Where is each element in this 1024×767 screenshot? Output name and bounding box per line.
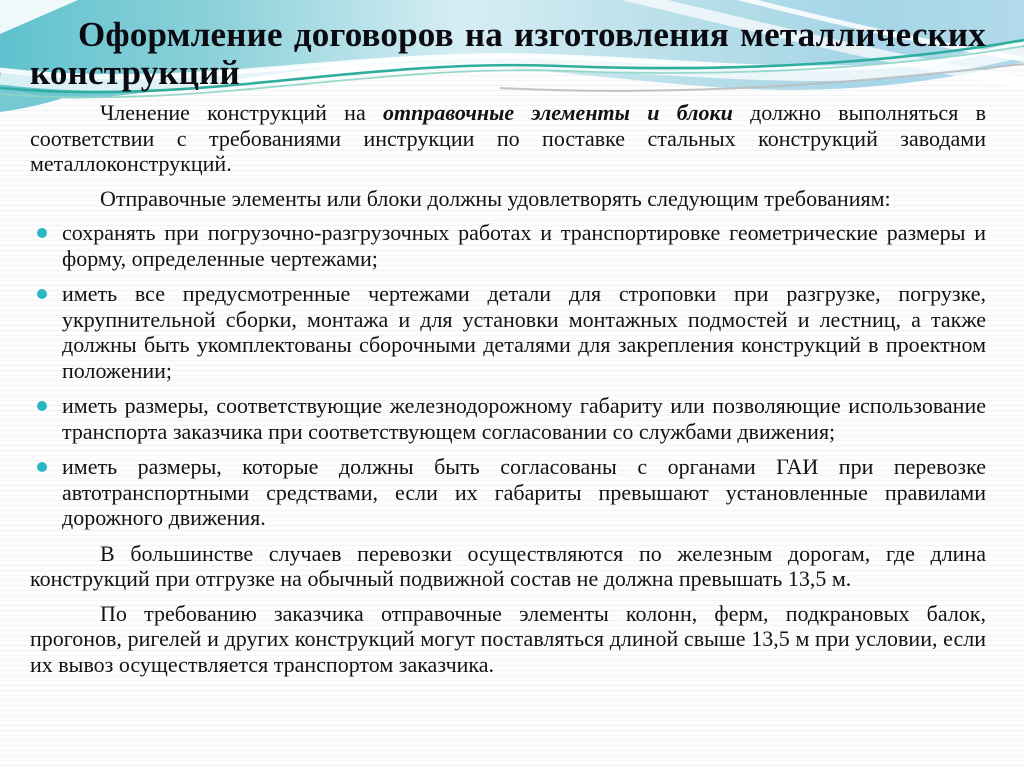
paragraph-customer-request: По требованию заказчика отправочные элементы колонн, ферм, подкрановых балок, прогонов, ригелей и других конструкций могут поставляться длиной свыше 13,5 м при условии, если их вывоз осуществляется транспортом заказчика. <box>30 600 986 677</box>
paragraph-rail-transport: В большинстве случаев перевозки осуществляются по железным дорогам, где длина конструкций при отгрузке на обычный подвижной состав не должна превышать 13,5 м. <box>30 540 986 591</box>
paragraph-division <box>30 100 986 177</box>
list-item <box>30 393 986 444</box>
list-item <box>30 281 986 383</box>
list-item <box>30 454 986 531</box>
bullet-dot-icon <box>37 289 47 299</box>
bullet-dot-icon <box>37 401 47 411</box>
requirements-list <box>30 220 986 531</box>
paragraph-division-pre: Членение конструкций на <box>100 100 383 125</box>
list-item <box>30 220 986 271</box>
list-item-text: иметь размеры, соответствующие железнодорожному габариту или позволяющие использование транспорта заказчика при соответствующем согласовании со службами движения; <box>62 393 986 444</box>
bullet-dot-icon <box>37 228 47 238</box>
paragraph-requirements-intro: Отправочные элементы или блоки должны удовлетворять следующим требованиям: <box>100 185 891 211</box>
paragraph-division-emphasis: отправочные элементы и блоки <box>383 100 733 125</box>
slide-title: Оформление договоров на изготовления металлических конструкций <box>30 15 986 92</box>
list-item-text: сохранять при погрузочно-разгрузочных работах и транспортировке геометрические размеры и форму, определенные чертежами; <box>62 220 986 271</box>
paragraph-division-post: должно выполняться в соответствии с требованиями инструкции по поставке стальных конструкций заводами металлоконструкций. <box>30 100 986 176</box>
list-item-text: иметь размеры, которые должны быть согласованы с органами ГАИ при перевозке автотранспортными средствами, если их габариты превышают установленные правилами дорожного движения. <box>62 454 986 530</box>
bullet-dot-icon <box>37 462 47 472</box>
list-item-text: иметь все предусмотренные чертежами детали для строповки при разгрузке, погрузке, укрупнительной сборки, монтажа и для установки монтажных подмостей и лестниц, а также должны быть укомплектованы сборочными деталями для закрепления конструкций в проектном положении; <box>62 281 986 383</box>
